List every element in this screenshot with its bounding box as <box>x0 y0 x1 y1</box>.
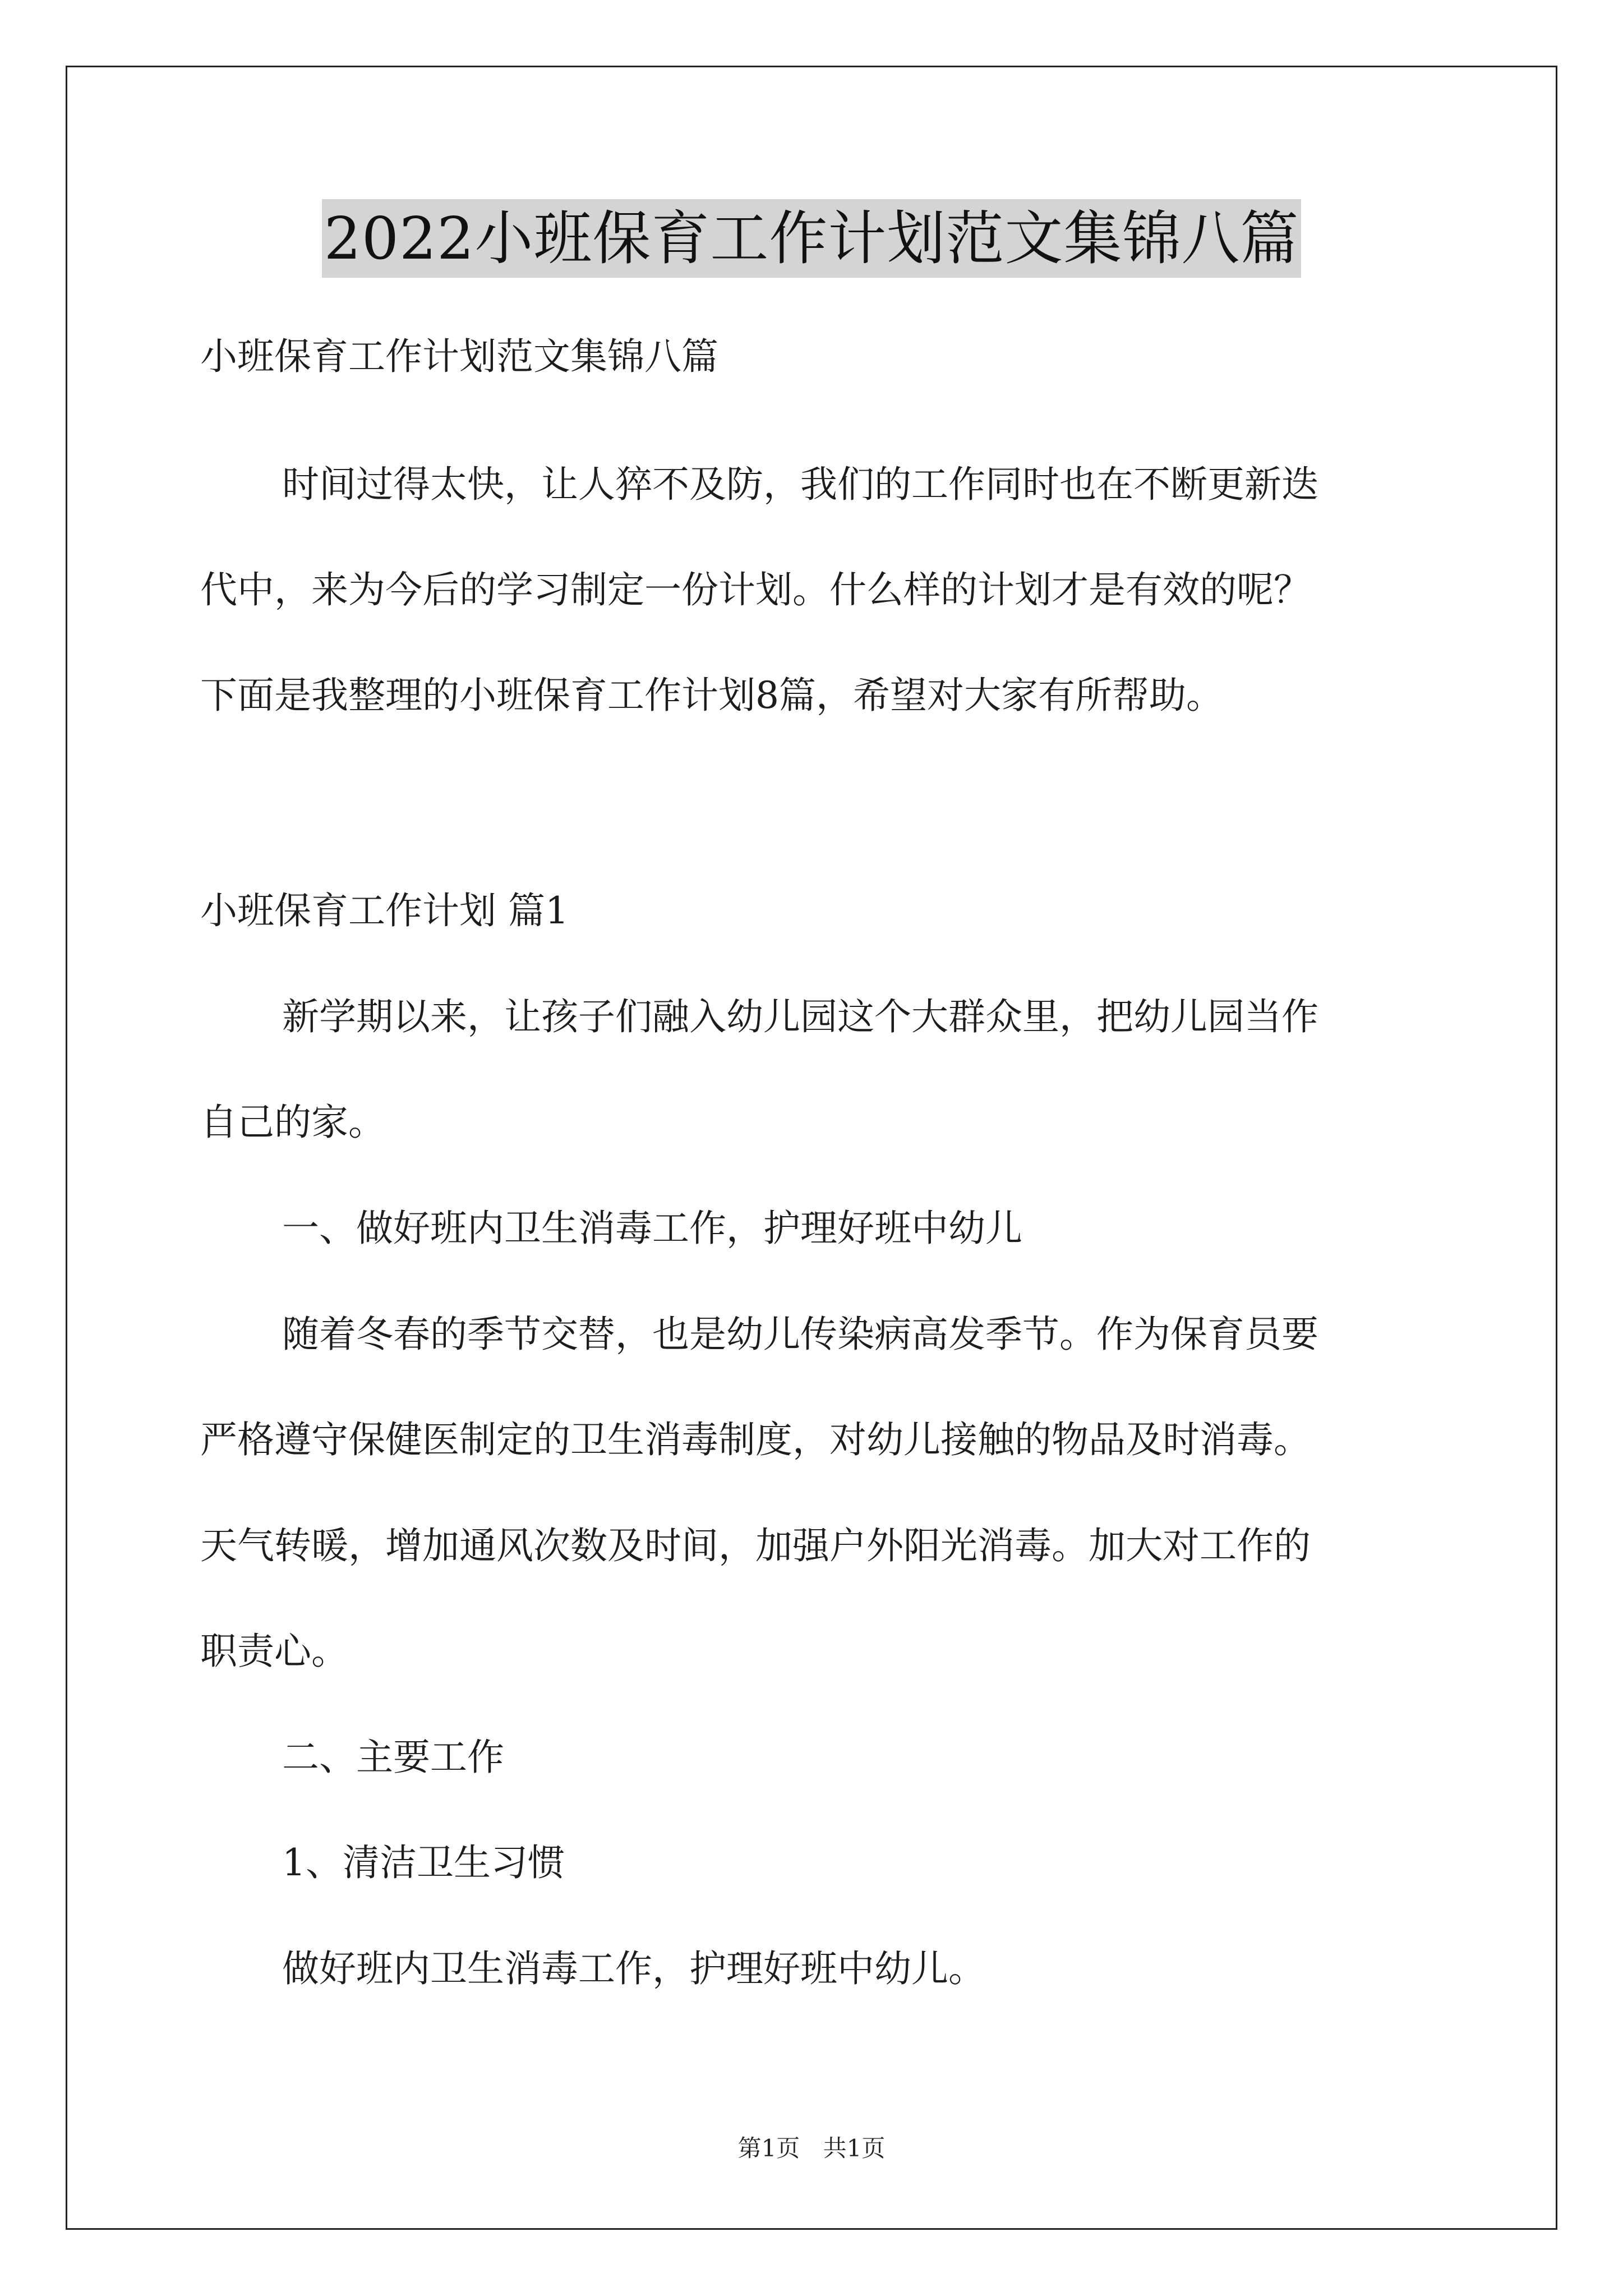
paragraph-line: 职责心。 <box>200 1630 348 1673</box>
page-number: 第1页 <box>737 2134 800 2162</box>
paragraph-line: 天气转暖，增加通风次数及时间，加强户外阳光消毒。加大对工作的 <box>200 1524 1311 1567</box>
paragraph-line: 下面是我整理的小班保育工作计划8篇，希望对大家有所帮助。 <box>200 674 1223 717</box>
section-heading: 小班保育工作计划 篇1 <box>200 889 569 932</box>
paragraph-line: 严格遵守保健医制定的卫生消毒制度，对幼儿接触的物品及时消毒。 <box>200 1418 1311 1461</box>
page-footer <box>0 2132 1623 2165</box>
paragraph-line: 随着冬春的季节交替，也是幼儿传染病高发季节。作为保育员要 <box>282 1313 1318 1356</box>
subtitle-line: 小班保育工作计划范文集锦八篇 <box>200 335 718 378</box>
subheading-line: 一、做好班内卫生消毒工作，护理好班中幼儿 <box>282 1207 1022 1250</box>
subheading-line: 1、清洁卫生习惯 <box>282 1841 565 1884</box>
paragraph-line: 新学期以来，让孩子们融入幼儿园这个大群众里，把幼儿园当作 <box>282 995 1318 1038</box>
title-container <box>0 199 1623 278</box>
paragraph-line: 代中，来为今后的学习制定一份计划。什么样的计划才是有效的呢？ <box>200 568 1311 611</box>
subheading-line: 二、主要工作 <box>282 1736 504 1779</box>
document-title: 2022小班保育工作计划范文集锦八篇 <box>322 199 1302 278</box>
paragraph-line: 时间过得太快，让人猝不及防，我们的工作同时也在不断更新迭 <box>282 463 1318 506</box>
paragraph-line: 做好班内卫生消毒工作，护理好班中幼儿。 <box>282 1947 985 1990</box>
paragraph-line: 自己的家。 <box>200 1101 385 1144</box>
page-total: 共1页 <box>823 2134 886 2162</box>
